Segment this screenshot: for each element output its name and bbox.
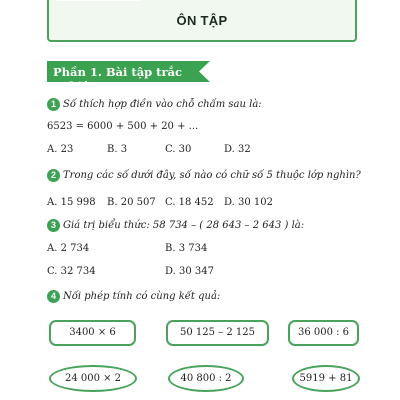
title-box [47,0,357,42]
question-number-badge: 1 [47,98,60,111]
title-tab [57,0,141,1]
option-b[interactable]: B. 3 734 [165,243,208,254]
question-2 [47,169,361,182]
option-d[interactable]: D. 30 102 [224,197,274,208]
question-text: Trong các số dưới đây, số nào có chữ số 5 thuộc lớp nghìn? [63,170,361,181]
question-text: Số thích hợp điền vào chỗ chấm sau là: [63,99,262,110]
question-3 [47,219,304,232]
option-a[interactable]: A. 15 998 [47,197,96,208]
section-title: Phần 1. Bài tập trắc nghiệm [53,65,183,93]
match-oval-bottom-1[interactable]: 24 000 × 2 [49,365,137,392]
question-number-badge: 4 [47,290,60,303]
option-c[interactable]: C. 32 734 [47,266,96,277]
match-oval-bottom-2[interactable]: 40 800 : 2 [168,365,244,392]
match-box-top-3[interactable]: 36 000 : 6 [288,320,359,346]
option-a[interactable]: A. 23 [47,144,74,155]
match-box-top-1[interactable]: 3400 × 6 [49,320,136,346]
question-number-badge: 2 [47,169,60,182]
option-c[interactable]: C. 30 [165,144,192,155]
question-text: Nối phép tính có cùng kết quả: [63,291,221,302]
match-box-top-2[interactable]: 50 125 – 2 125 [166,320,269,346]
option-d[interactable]: D. 30 347 [165,266,215,277]
option-a[interactable]: A. 2 734 [47,243,90,254]
option-d[interactable]: D. 32 [224,144,251,155]
question-4 [47,290,220,303]
option-b[interactable]: B. 3 [107,144,128,155]
option-c[interactable]: C. 18 452 [165,197,214,208]
section-banner [47,61,210,93]
match-oval-bottom-3[interactable]: 5919 + 81 [292,365,360,392]
question-text: Giá trị biểu thức: 58 734 – ( 28 643 – 2 643 ) là: [63,220,305,231]
question-1 [47,98,262,111]
question-1-expression: 6523 = 6000 + 500 + 20 + ... [47,121,199,132]
page-title: ÔN TẬP [176,13,228,28]
option-b[interactable]: B. 20 507 [107,197,156,208]
question-number-badge: 3 [47,219,60,232]
